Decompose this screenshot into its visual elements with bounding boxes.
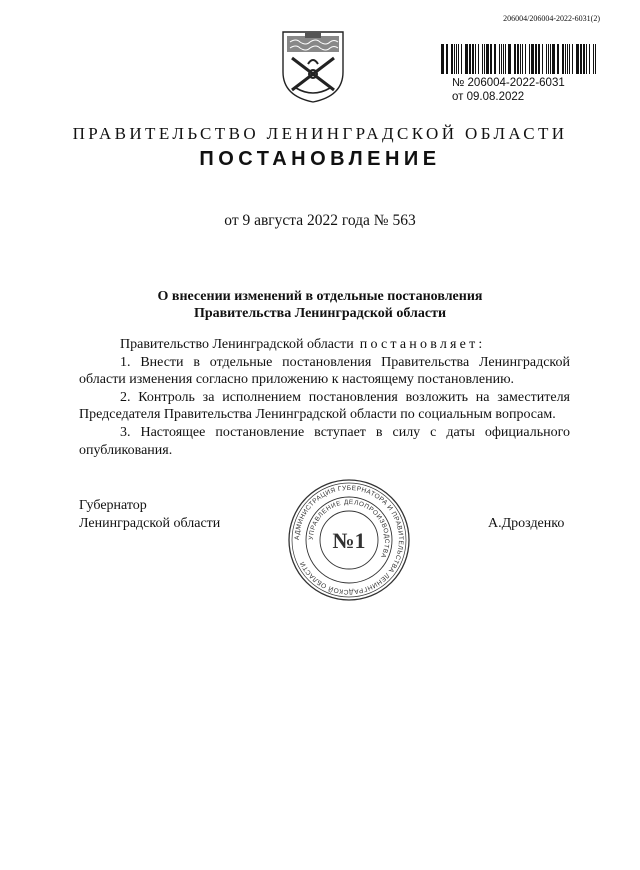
official-stamp-icon bbox=[286, 477, 412, 603]
document-body bbox=[79, 336, 570, 459]
signatory-position: Губернатор bbox=[79, 498, 147, 513]
barcode-bar bbox=[505, 44, 506, 74]
document-title-line-2: Правительства Ленинградской области bbox=[193, 306, 447, 321]
barcode-bar bbox=[484, 44, 485, 74]
barcode-bar bbox=[472, 44, 474, 74]
preamble-text: Правительство Ленинградской области bbox=[120, 337, 354, 352]
barcode-bar bbox=[531, 44, 534, 74]
stamp-number: №1 bbox=[332, 528, 366, 553]
barcode-bar bbox=[565, 44, 566, 74]
barcode-bar bbox=[522, 44, 523, 74]
barcode-bar bbox=[593, 44, 594, 74]
barcode-bar bbox=[542, 44, 543, 74]
barcode-bar bbox=[486, 44, 489, 74]
stamp-inner-text: УПРАВЛЕНИЕ ДЕЛОПРОИЗВОДСТВА bbox=[307, 498, 391, 560]
barcode-bar bbox=[441, 44, 444, 74]
signatory-name: А.Дрозденко bbox=[488, 516, 565, 531]
barcode-bar bbox=[446, 44, 448, 74]
barcode-bar bbox=[525, 44, 526, 74]
body-item-3: 3. Настоящее постановление вступает в силу с даты официального опубликования. bbox=[79, 424, 570, 458]
barcode-bar bbox=[490, 44, 492, 74]
barcode-bar bbox=[557, 44, 559, 74]
document-type: ПОСТАНОВЛЕНИЕ bbox=[199, 148, 441, 170]
barcode-bar bbox=[548, 44, 549, 74]
body-item-1: 1. Внести в отдельные постановления Правительства Ленинградской области изменения согласно приложению к настоящему постановлению. bbox=[79, 354, 570, 388]
barcode-bar bbox=[552, 44, 555, 74]
barcode-bar bbox=[550, 44, 551, 74]
preamble bbox=[79, 336, 570, 354]
barcode-bar bbox=[583, 44, 585, 74]
barcode-bar bbox=[475, 44, 476, 74]
barcode-bar bbox=[538, 44, 540, 74]
barcode-bar bbox=[595, 44, 596, 74]
barcode-bar bbox=[508, 44, 511, 74]
barcode-bar bbox=[501, 44, 502, 74]
barcode-bar bbox=[456, 44, 457, 74]
barcode-bar bbox=[458, 44, 459, 74]
leningrad-oblast-coat-of-arms-icon bbox=[278, 28, 348, 104]
barcode-bar bbox=[494, 44, 496, 74]
stamp-ring-text: АДМИНИСТРАЦИЯ ГУБЕРНАТОРА И ПРАВИТЕЛЬСТВА ЛЕНИНГРАДСКОЙ ОБЛАСТИ bbox=[293, 484, 405, 596]
organization-heading: ПРАВИТЕЛЬСТВО ЛЕНИНГРАДСКОЙ ОБЛАСТИ bbox=[72, 124, 568, 143]
barcode-bar bbox=[562, 44, 564, 74]
registration-date: от 09.08.2022 bbox=[452, 91, 525, 103]
document-title-line-1: О внесении изменений в отдельные постановления bbox=[157, 289, 483, 304]
barcode-bar bbox=[482, 44, 483, 74]
barcode-bar bbox=[576, 44, 579, 74]
barcode-bar bbox=[451, 44, 453, 74]
barcode-bar bbox=[586, 44, 587, 74]
barcode-bar bbox=[517, 44, 519, 74]
barcode-bar bbox=[503, 44, 504, 74]
barcode-bar bbox=[520, 44, 521, 74]
barcode-bar bbox=[589, 44, 590, 74]
barcode-icon bbox=[441, 44, 599, 74]
barcode-bar bbox=[572, 44, 573, 74]
barcode-bar bbox=[535, 44, 537, 74]
barcode-bar bbox=[478, 44, 479, 74]
barcode-bar bbox=[529, 44, 530, 74]
barcode-bar bbox=[454, 44, 455, 74]
barcode-bar bbox=[514, 44, 516, 74]
preamble-verb: постановляет: bbox=[359, 337, 486, 352]
registration-number: № 206004-2022-6031 bbox=[452, 77, 565, 89]
document-code: 206004/206004-2022-6031(2) bbox=[503, 14, 600, 23]
barcode-bar bbox=[546, 44, 547, 74]
barcode-bar bbox=[499, 44, 500, 74]
barcode-bar bbox=[465, 44, 468, 74]
document-date-number: от 9 августа 2022 года № 563 bbox=[224, 212, 416, 229]
barcode-bar bbox=[567, 44, 568, 74]
barcode-bar bbox=[469, 44, 471, 74]
barcode-bar bbox=[580, 44, 582, 74]
body-item-2: 2. Контроль за исполнением постановления возложить на заместителя Председателя Правительства Ленинградской области по социальным вопросам. bbox=[79, 389, 570, 423]
signatory-region: Ленинградской области bbox=[79, 516, 221, 531]
barcode-bar bbox=[569, 44, 570, 74]
barcode-bar bbox=[461, 44, 462, 74]
